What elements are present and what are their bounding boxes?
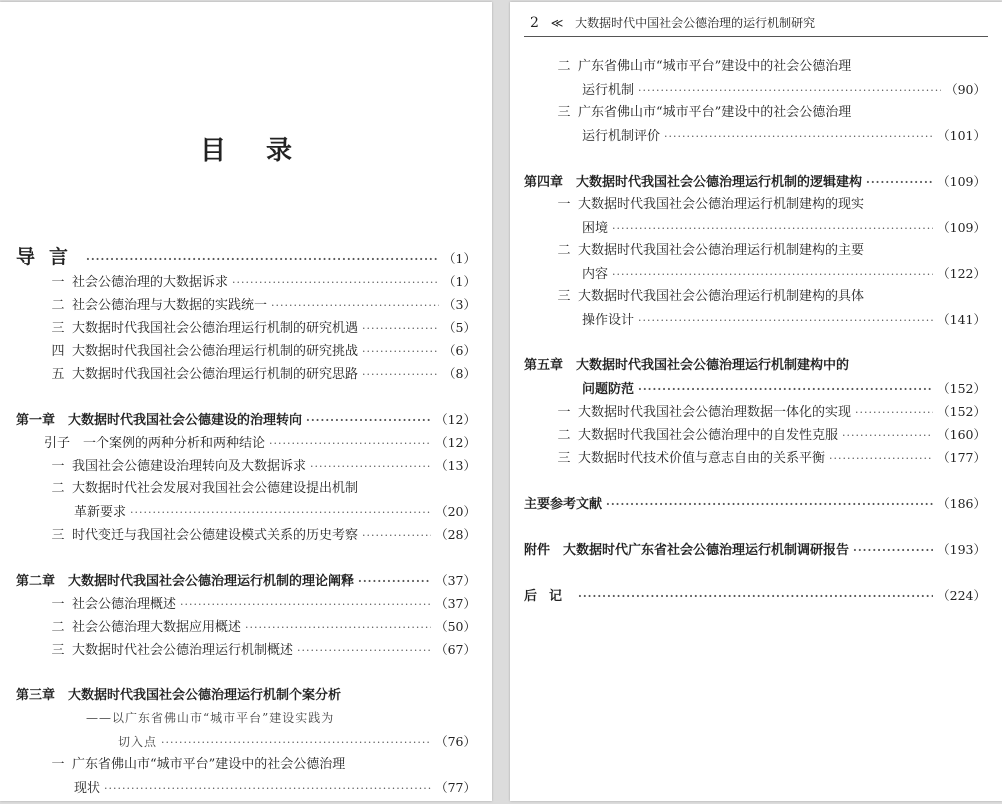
toc-entry-label: 问题防范 <box>582 382 635 397</box>
toc-page-number: （224） <box>937 588 986 603</box>
toc-entry-c3-s2[interactable] <box>510 55 1002 78</box>
dot-leader <box>638 378 933 401</box>
toc-entry-appendix[interactable] <box>510 538 1002 561</box>
toc-entry-label: 运行机制 <box>582 83 635 98</box>
toc-entry-c5-s3[interactable] <box>510 446 1002 469</box>
dot-leader <box>853 539 933 562</box>
dot-leader <box>638 309 933 332</box>
toc-entry-intro[interactable] <box>0 244 492 270</box>
toc-entry-label: 运行机制评价 <box>582 129 661 144</box>
toc-entry-c1-s2-cont[interactable] <box>0 500 492 523</box>
toc-entry-label: 后记 <box>524 589 575 604</box>
toc-page-number: （37） <box>435 596 476 611</box>
dot-leader <box>578 585 933 608</box>
toc-entry-c3-s1-cont[interactable] <box>0 776 492 799</box>
toc-entry-label: 大数据时代我国社会公德治理运行机制建构的具体 <box>578 289 865 304</box>
section-number: 一 <box>51 275 65 290</box>
toc-entry-c2-s1[interactable] <box>0 592 492 615</box>
section-number: 三 <box>51 643 65 658</box>
right-page <box>510 2 1002 801</box>
toc-page-number: （50） <box>435 619 476 634</box>
toc-entry-label: 大数据时代我国社会公德治理运行机制的研究机遇 <box>72 321 359 336</box>
toc-entry-label: 导言 <box>16 246 83 268</box>
section-number: 五 <box>51 367 65 382</box>
dot-leader <box>297 639 431 662</box>
dot-leader <box>232 271 439 294</box>
toc-entry-subtitle: ——以广东省佛山市“城市平台”建设实践为 <box>86 711 335 725</box>
dot-leader <box>358 570 431 593</box>
toc-entry-label: 困境 <box>582 221 609 236</box>
toc-entry-intro-2[interactable] <box>0 293 492 316</box>
toc-list-left <box>0 244 492 799</box>
toc-page-number: （8） <box>443 366 476 381</box>
dot-leader <box>271 294 439 317</box>
dot-leader <box>362 524 431 547</box>
section-number: 二 <box>51 620 65 635</box>
dot-leader <box>269 432 431 455</box>
toc-entry-chapter-1[interactable] <box>0 408 492 431</box>
header-running-title: 大数据时代中国社会公德治理的运行机制研究 <box>575 16 816 30</box>
section-number: 四 <box>51 344 65 359</box>
toc-page-number: （152） <box>937 404 986 419</box>
toc-entry-label: 操作设计 <box>582 313 635 328</box>
toc-entry-c4-s3[interactable] <box>510 285 1002 308</box>
toc-page-number: （1） <box>443 251 476 266</box>
toc-entry-label: 第四章 大数据时代我国社会公德治理运行机制的逻辑建构 <box>524 175 863 190</box>
toc-page-number: （177） <box>937 450 986 465</box>
toc-page-number: （193） <box>937 542 986 557</box>
section-number: 二 <box>557 428 571 443</box>
dot-leader <box>245 616 431 639</box>
toc-entry-label: 现状 <box>74 781 101 796</box>
section-number: 三 <box>51 321 65 336</box>
toc-entry-c4-s1[interactable] <box>510 193 1002 216</box>
toc-entry-label: 大数据时代社会发展对我国社会公德建设提出机制 <box>72 481 359 496</box>
toc-page-number: （77） <box>435 780 476 795</box>
toc-page-number: （160） <box>937 427 986 442</box>
toc-entry-label: 社会公德治理与大数据的实践统一 <box>72 298 268 313</box>
section-number: 一 <box>557 405 571 420</box>
toc-page-number: （141） <box>937 312 986 327</box>
toc-entry-label: 社会公德治理大数据应用概述 <box>72 620 242 635</box>
toc-entry-chapter-5[interactable] <box>510 354 1002 377</box>
toc-entry-label: 大数据时代我国社会公德治理中的自发性克服 <box>578 428 839 443</box>
dot-leader <box>842 424 933 447</box>
toc-entry-intro-5[interactable] <box>0 362 492 385</box>
toc-entry-chapter-2[interactable] <box>0 569 492 592</box>
toc-entry-label: 主要参考文献 <box>524 497 603 512</box>
spacer <box>510 561 1002 584</box>
toc-entry-intro-3[interactable] <box>0 316 492 339</box>
toc-entry-intro-4[interactable] <box>0 339 492 362</box>
spacer <box>510 469 1002 492</box>
toc-entry-label: 革新要求 <box>74 505 127 520</box>
toc-entry-label: 大数据时代我国社会公德治理数据一体化的实现 <box>578 405 852 420</box>
section-number: 三 <box>51 528 65 543</box>
header-page-number: 2 <box>530 15 539 31</box>
toc-page-number: （37） <box>435 573 476 588</box>
toc-page-number: （90） <box>945 82 986 97</box>
dot-leader <box>310 455 431 478</box>
dot-leader <box>855 401 933 424</box>
toc-page-number: （109） <box>937 174 986 189</box>
toc-entry-chapter-5-cont[interactable] <box>510 377 1002 400</box>
section-number: 一 <box>51 757 65 772</box>
section-number: 二 <box>51 481 65 496</box>
toc-page-number: （3） <box>443 297 476 312</box>
section-number: 一 <box>51 597 65 612</box>
toc-entry-label: 我国社会公德建设治理转向及大数据诉求 <box>72 459 307 474</box>
dot-leader <box>180 593 431 616</box>
left-page <box>0 2 492 801</box>
toc-entry-chapter-3[interactable] <box>0 684 492 707</box>
toc-entry-label: 社会公德治理概述 <box>72 597 177 612</box>
section-number: 三 <box>557 451 571 466</box>
toc-entry-c4-s2-cont[interactable] <box>510 262 1002 285</box>
dot-leader <box>104 777 431 800</box>
dot-leader <box>606 493 933 516</box>
toc-page-number: （1） <box>443 274 476 289</box>
toc-entry-label: 时代变迁与我国社会公德建设模式关系的历史考察 <box>72 528 359 543</box>
section-number: 三 <box>557 105 571 120</box>
toc-entry-label: 第五章 大数据时代我国社会公德治理运行机制建构中的 <box>524 358 850 373</box>
toc-page-number: （101） <box>937 128 986 143</box>
toc-entry-label: 社会公德治理的大数据诉求 <box>72 275 229 290</box>
section-number: 三 <box>557 289 571 304</box>
toc-entry-c4-s2[interactable] <box>510 239 1002 262</box>
toc-entry-c3-subtitle-cont[interactable] <box>0 730 492 753</box>
toc-entry-c3-s1[interactable] <box>0 753 492 776</box>
toc-page-number: （28） <box>435 527 476 542</box>
dot-leader <box>130 501 431 524</box>
toc-entry-subtitle: 切入点 <box>118 735 158 749</box>
toc-entry-c1-s1[interactable] <box>0 454 492 477</box>
toc-entry-c4-s1-cont[interactable] <box>510 216 1002 239</box>
section-number: 二 <box>557 243 571 258</box>
ornament-icon: ≪ <box>550 16 564 30</box>
toc-entry-label: 广东省佛山市“城市平台”建设中的社会公德治理 <box>578 59 852 74</box>
spacer <box>0 385 492 408</box>
toc-page-number: （20） <box>435 504 476 519</box>
spacer <box>510 331 1002 354</box>
toc-page-number: （67） <box>435 642 476 657</box>
running-header <box>524 14 988 37</box>
toc-entry-c1-s3[interactable] <box>0 523 492 546</box>
toc-entry-c3-s3-cont[interactable] <box>510 124 1002 147</box>
toc-page-number: （76） <box>435 734 476 749</box>
dot-leader <box>664 125 933 148</box>
toc-entry-label: 引子 一个案例的两种分析和两种结论 <box>44 436 266 451</box>
spacer <box>0 546 492 569</box>
dot-leader <box>612 217 933 240</box>
toc-entry-label: 第三章 大数据时代我国社会公德治理运行机制个案分析 <box>16 688 342 703</box>
dot-leader <box>161 731 431 754</box>
toc-entry-c1-prelude[interactable] <box>0 431 492 454</box>
toc-entry-label: 大数据时代社会公德治理运行机制概述 <box>72 643 294 658</box>
toc-entry-label: 大数据时代我国社会公德治理运行机制建构的现实 <box>578 197 865 212</box>
toc-page-number: （186） <box>937 496 986 511</box>
dot-leader <box>86 247 439 273</box>
toc-title: 目录 <box>199 136 332 166</box>
toc-page-number: （12） <box>435 412 476 427</box>
toc-entry-label: 第二章 大数据时代我国社会公德治理运行机制的理论阐释 <box>16 574 355 589</box>
toc-page-number: （5） <box>443 320 476 335</box>
section-number: 二 <box>557 59 571 74</box>
toc-entry-c5-s1[interactable] <box>510 400 1002 423</box>
section-number: 一 <box>51 459 65 474</box>
spacer <box>510 515 1002 538</box>
toc-entry-label: 大数据时代我国社会公德治理运行机制建构的主要 <box>578 243 865 258</box>
toc-list-right <box>510 55 1002 607</box>
toc-entry-intro-1[interactable] <box>0 270 492 293</box>
toc-entry-chapter-4[interactable] <box>510 170 1002 193</box>
toc-page-number: （152） <box>937 381 986 396</box>
toc-entry-c2-s3[interactable] <box>0 638 492 661</box>
toc-entry-c3-s3[interactable] <box>510 101 1002 124</box>
toc-entry-label: 第一章 大数据时代我国社会公德建设的治理转向 <box>16 413 303 428</box>
dot-leader <box>362 363 439 386</box>
toc-entry-label: 大数据时代我国社会公德治理运行机制的研究思路 <box>72 367 359 382</box>
toc-page-number: （13） <box>435 458 476 473</box>
toc-entry-label: 内容 <box>582 267 609 282</box>
toc-entry-c5-s2[interactable] <box>510 423 1002 446</box>
toc-entry-c3-subtitle <box>0 707 492 730</box>
toc-page-number: （6） <box>443 343 476 358</box>
toc-entry-c2-s2[interactable] <box>0 615 492 638</box>
toc-entry-c3-s2-cont[interactable] <box>510 78 1002 101</box>
toc-page-number: （122） <box>937 266 986 281</box>
spacer <box>0 661 492 684</box>
section-number: 二 <box>51 298 65 313</box>
spacer <box>510 147 1002 170</box>
toc-entry-postscript[interactable] <box>510 584 1002 607</box>
toc-page-number: （12） <box>435 435 476 450</box>
dot-leader <box>866 171 933 194</box>
toc-entry-label: 广东省佛山市“城市平台”建设中的社会公德治理 <box>578 105 852 120</box>
toc-entry-c4-s3-cont[interactable] <box>510 308 1002 331</box>
dot-leader <box>829 447 933 470</box>
dot-leader <box>306 409 431 432</box>
dot-leader <box>362 340 439 363</box>
dot-leader <box>612 263 933 286</box>
toc-entry-label: 大数据时代我国社会公德治理运行机制的研究挑战 <box>72 344 359 359</box>
section-number: 一 <box>557 197 571 212</box>
toc-page-number: （109） <box>937 220 986 235</box>
toc-entry-label: 广东省佛山市“城市平台”建设中的社会公德治理 <box>72 757 346 772</box>
toc-entry-references[interactable] <box>510 492 1002 515</box>
toc-entry-label: 大数据时代技术价值与意志自由的关系平衡 <box>578 451 826 466</box>
toc-entry-c1-s2[interactable] <box>0 477 492 500</box>
dot-leader <box>638 79 941 102</box>
dot-leader <box>362 317 439 340</box>
toc-entry-label: 附件 大数据时代广东省社会公德治理运行机制调研报告 <box>524 543 850 558</box>
